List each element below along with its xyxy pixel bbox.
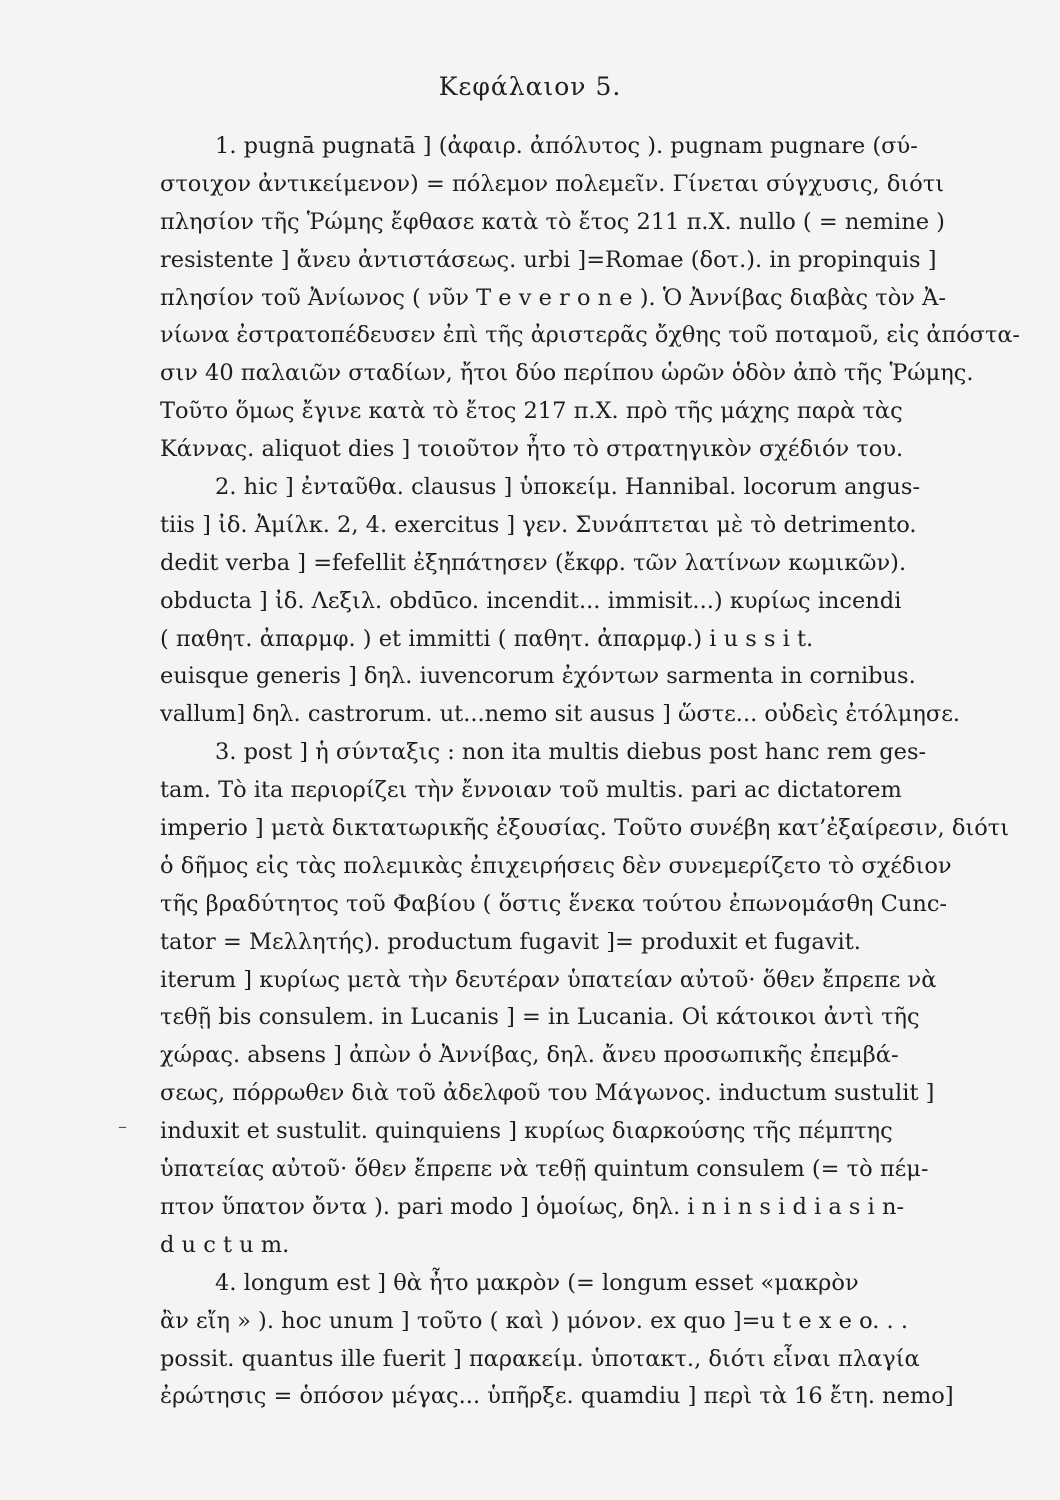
- text-line: ἂν εἴη » ). hoc unum ] τοῦτο ( καὶ ) μόνον. ex quo ]=u t e x e o. . .: [160, 1307, 909, 1334]
- text-line: euisque generis ] δηλ. iuvencorum ἐχόντων sarmenta in cornibus.: [160, 663, 916, 690]
- text-line: 3. post ] ἡ σύνταξις : non ita multis diebus post hanc rem ges-: [215, 739, 927, 766]
- text-line: possit. quantus ille fuerit ] παρακείμ. ὑποτακτ., διότι εἶναι πλαγία: [160, 1345, 920, 1372]
- text-line: Κάννας. aliquot dies ] τοιοῦτον ἦτο τὸ στρατηγικὸν σχέδιόν του.: [160, 436, 904, 463]
- margin-mark: –: [118, 1116, 127, 1137]
- text-line: tiis ] ἰδ. Ἀμίλκ. 2, 4. exercitus ] γεν. Συνάπτεται μὲ τὸ detrimento.: [160, 511, 917, 538]
- text-line: tator = Μελλητής). productum fugavit ]= produxit et fugavit.: [160, 928, 861, 955]
- text-line: πλησίον τοῦ Ἀνίωνος ( νῦν T e v e r o n e ). Ὁ Ἀννίβας διαβὰς τὸν Ἀ-: [160, 284, 946, 311]
- text-line: induxit et sustulit. quinquiens ] κυρίως διαρκούσης τῆς πέμπτης: [160, 1118, 893, 1145]
- text-line: ὁ δῆμος εἰς τὰς πολεμικὰς ἐπιχειρήσεις δὲν συνεμερίζετο τὸ σχέδιον: [160, 852, 952, 879]
- text-line: ἐρώτησις = ὁπόσον μέγας... ὑπῆρξε. quamdiu ] περὶ τὰ 16 ἔτη. nemo]: [160, 1383, 954, 1410]
- text-line: ὑπατείας αὐτοῦ· ὅθεν ἔπρεπε νὰ τεθῇ quintum consulem (= τὸ πέμ-: [160, 1156, 929, 1183]
- commentary-text: [160, 128, 1020, 1416]
- text-line: dedit verba ] =fefellit ἐξηπάτησεν (ἔκφρ. τῶν λατίνων κωμικῶν).: [160, 549, 907, 576]
- text-line: 2. hic ] ἐνταῦθα. clausus ] ὑποκείμ. Hannibal. locorum angus-: [215, 474, 921, 501]
- text-line: tam. Τὸ ita περιορίζει τὴν ἔννοιαν τοῦ multis. pari ac dictatorem: [160, 777, 902, 804]
- text-line: d u c t u m.: [160, 1231, 290, 1258]
- text-line: τεθῇ bis consulem. in Lucanis ] = in Lucania. Οἱ κάτοικοι ἀντὶ τῆς: [160, 1004, 920, 1031]
- text-line: πτον ὕπατον ὄντα ). pari modo ] ὁμοίως, δηλ. i n i n s i d i a s i n-: [160, 1193, 905, 1220]
- text-line: Τοῦτο ὅμως ἔγινε κατὰ τὸ ἔτος 217 π.Χ. πρὸ τῆς μάχης παρὰ τὰς: [160, 398, 903, 425]
- text-line: σεως, πόρρωθεν διὰ τοῦ ἀδελφοῦ του Μάγωνος. inductum sustulit ]: [160, 1080, 935, 1107]
- text-line: 1. pugnā pugnatā ] (ἀφαιρ. ἀπόλυτος ). pugnam pugnare (σύ-: [215, 133, 918, 159]
- text-line: πλησίον τῆς Ῥώμης ἔφθασε κατὰ τὸ ἔτος 211 π.Χ. nullo ( = nemine ): [160, 208, 945, 235]
- text-line: resistente ] ἄνευ ἀντιστάσεως. urbi ]=Romae (δοτ.). in propinquis ]: [160, 246, 937, 273]
- text-line: vallum] δηλ. castrorum. ut...nemo sit ausus ] ὥστε... οὐδεὶς ἐτόλμησε.: [160, 701, 961, 728]
- text-line: 4. longum est ] θὰ ἦτο μακρὸν (= longum esset «μακρὸν: [215, 1269, 859, 1296]
- text-line: χώρας. absens ] ἀπὼν ὁ Ἀννίβας, δηλ. ἄνευ προσωπικῆς ἐπεμβά-: [160, 1042, 899, 1069]
- text-line: τῆς βραδύτητος τοῦ Φαβίου ( ὅστις ἕνεκα τούτου ἐπωνομάσθη Cunc-: [160, 890, 948, 917]
- text-line: ( παθητ. ἀπαρμφ. ) et immitti ( παθητ. ἀπαρμφ.) i u s s i t.: [160, 625, 814, 652]
- text-line: imperio ] μετὰ δικτατωρικῆς ἐξουσίας. Τοῦτο συνέβη κατ’ἐξαίρεσιν, διότι: [160, 815, 1010, 842]
- text-line: σιν 40 παλαιῶν σταδίων, ἤτοι δύο περίπου ὡρῶν ὁδὸν ἀπὸ τῆς Ῥώμης.: [160, 360, 974, 387]
- text-line: στοιχον ἀντικείμενον) = πόλεμον πολεμεῖν. Γίνεται σύγχυσις, διότι: [160, 170, 945, 197]
- text-line: obducta ] ἰδ. Λεξιλ. obdūco. incendit... immisit...) κυρίως incendi: [160, 587, 902, 614]
- text-line: iterum ] κυρίως μετὰ τὴν δευτέραν ὑπατείαν αὐτοῦ· ὅθεν ἔπρεπε νὰ: [160, 966, 937, 993]
- chapter-heading: Κεφάλαιον 5.: [438, 72, 622, 101]
- text-line: νίωνα ἐστρατοπέδευσεν ἐπὶ τῆς ἀριστερᾶς ὄχθης τοῦ ποταμοῦ, εἰς ἀπόστα-: [160, 322, 1020, 349]
